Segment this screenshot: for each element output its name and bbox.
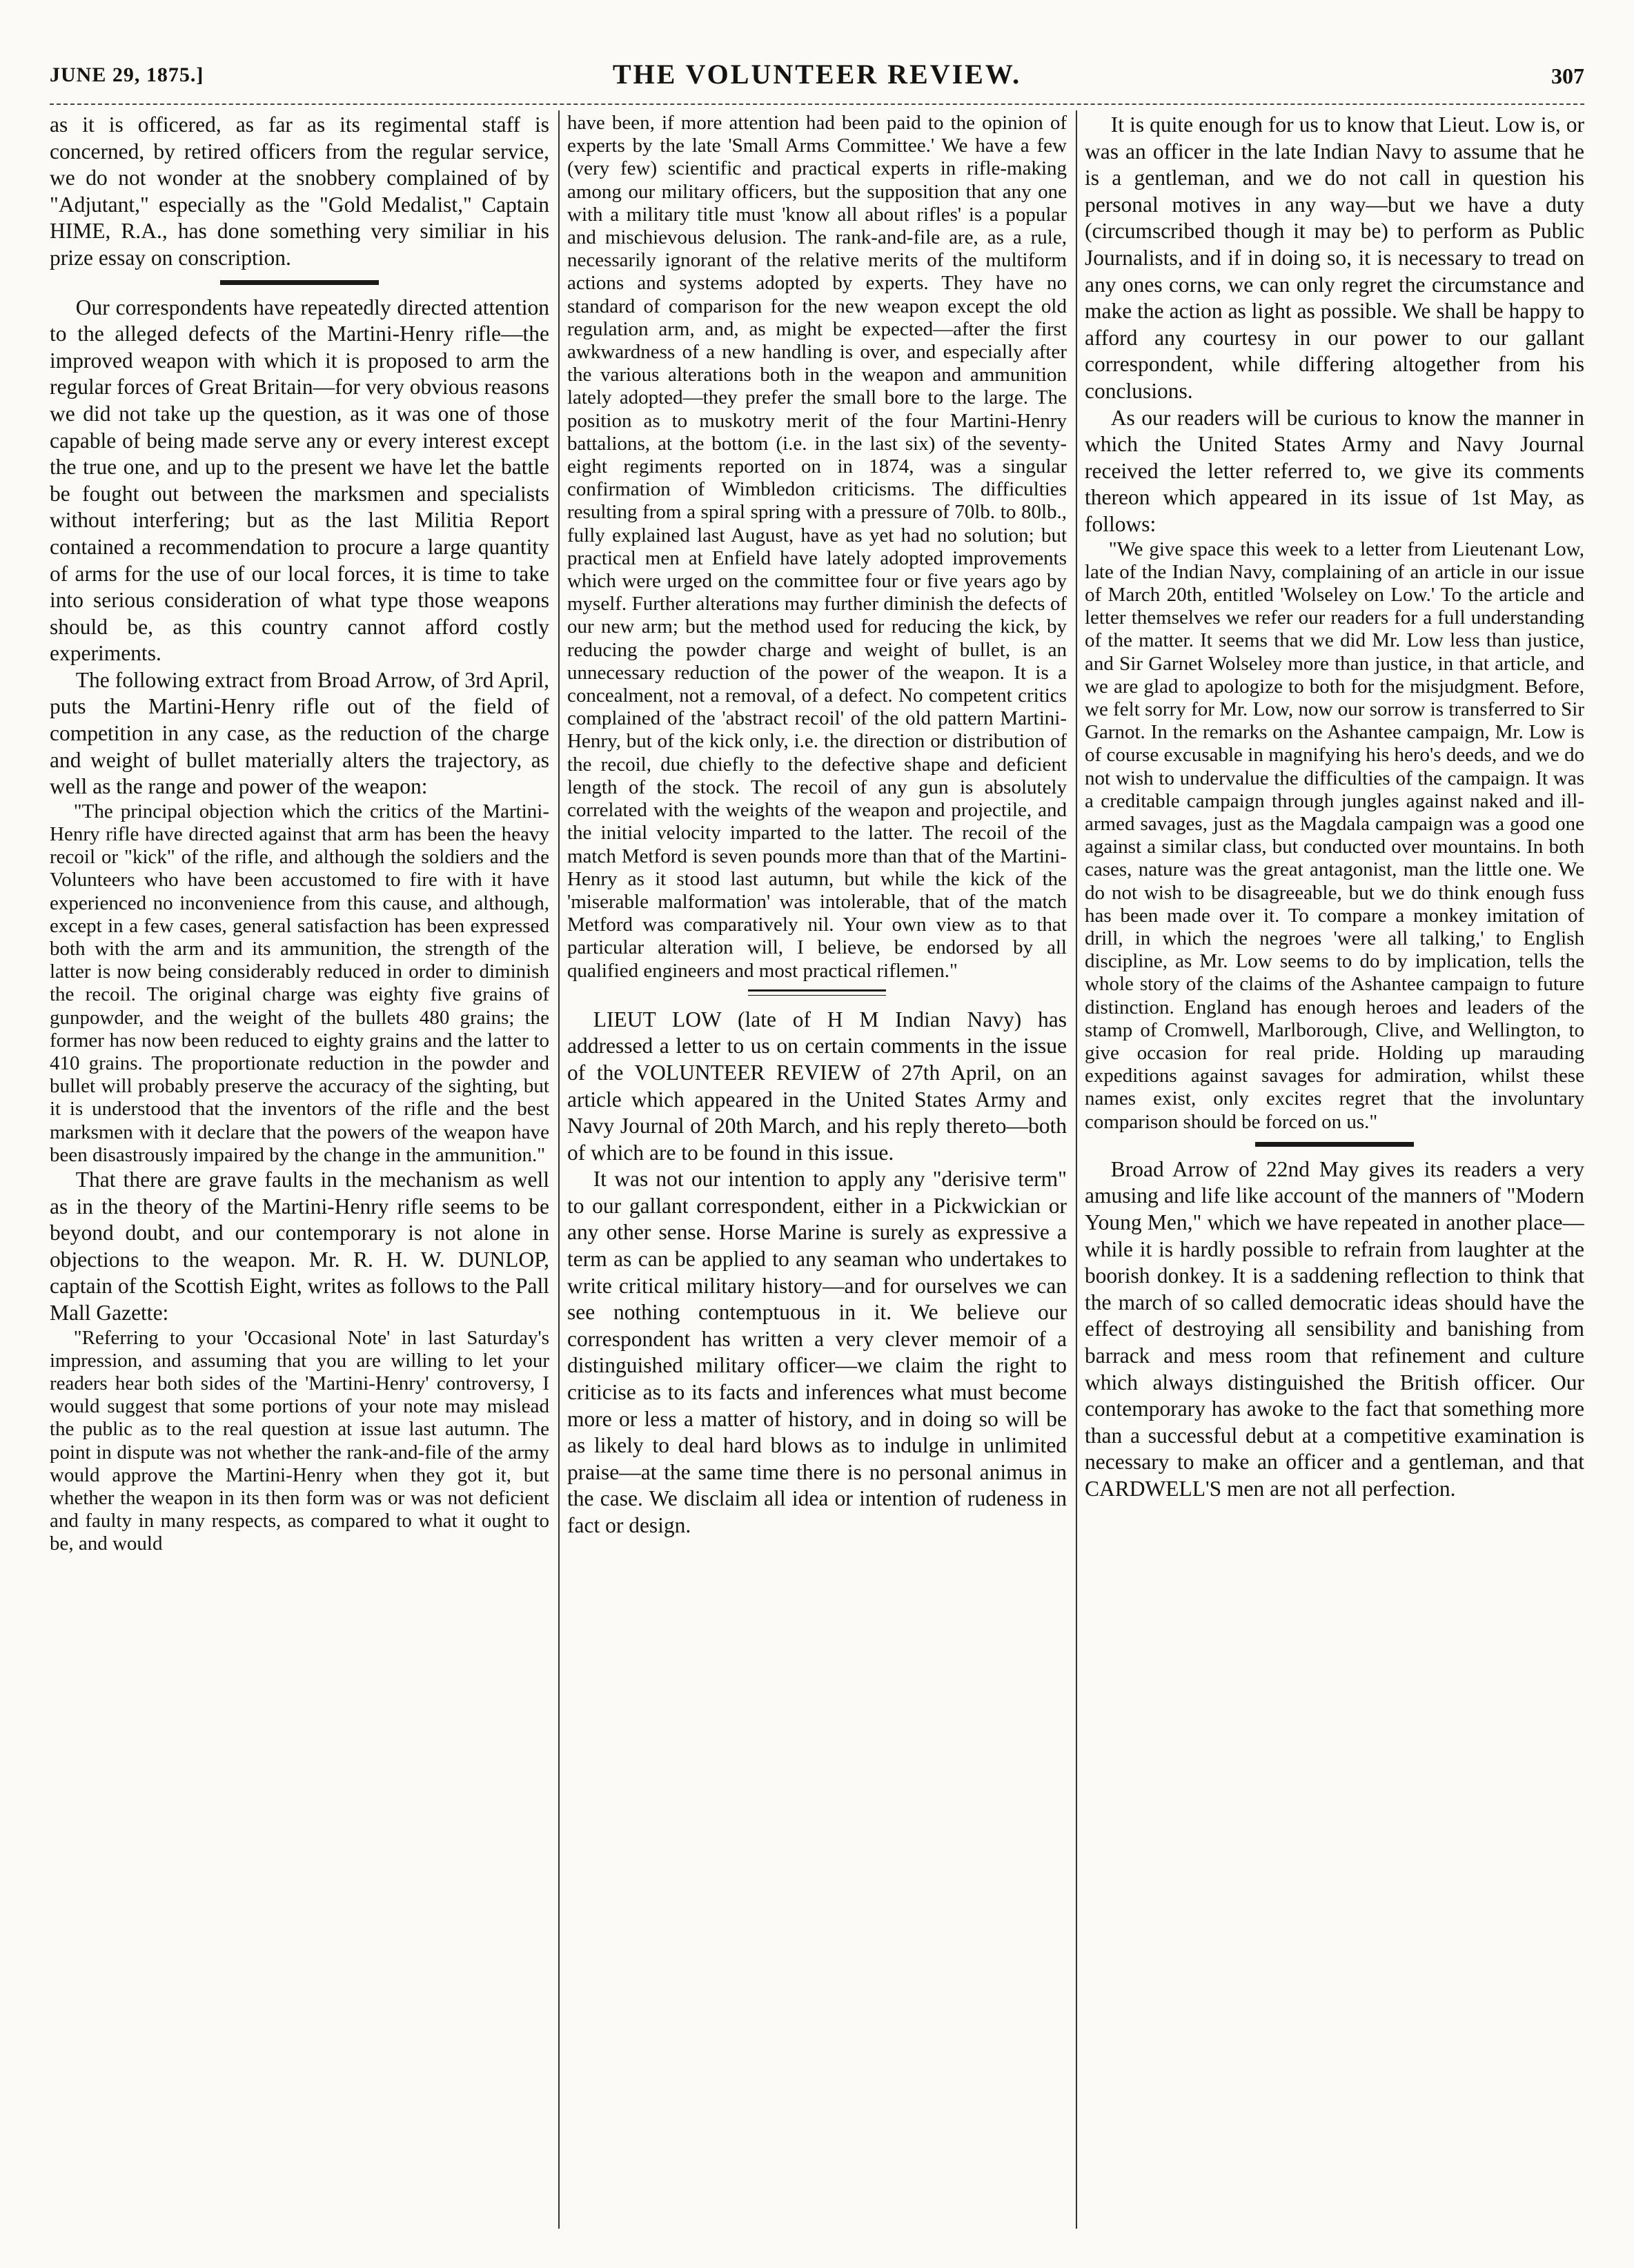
paragraph-derisive-term: It was not our intention to apply any "derisive term" to our gallant correspondent, either in a Pickwickian or any other sense. Horse Marine is surely as expressive a term as can be applied to any seaman who undertakes to write critical military history—and for ourselves we can see nothing contemptuous in it. We believe our correspondent has written a very clever memoir of a distinguished military officer—we claim the right to criticise as to its facts and inferences what must become more or less a matter of history, and in doing so will be as likely to deal hard blows as to indulge in unlimited praise—at the same time there is no personal animus in the case. We disclaim all idea or intention of rudeness in fact or design. <box>567 1167 1067 1537</box>
quote-army-navy-journal: "We give space this week to a letter from Lieutenant Low, late of the Indian Navy, complaining of an article in our issue of March 20th, entitled 'Wolseley on Low.' To the article and letter themselves we refer our readers for a full understanding of the matter. It seems that we did Mr. Low less than justice, and Sir Garnet Wolseley more than justice, in that article, and we are glad to apologize to both for the misjudgment. Before, we felt sorry for Mr. Low, now our sorrow is transferred to Sir Garnot. In the remarks on the Ashantee campaign, Mr. Low is of course excusable in magnifying his hero's deeds, and we do not wish to undervalue the difficulties of the campaign. It was a creditable campaign through jungles against naked and ill-armed savages, just as the Magdala campaign was a good one against a similar class, but conducted over mountains. In both cases, nature was the great antagonist, man the little one. We do not wish to be disagreeable, but we do think enough fuss has been made over it. To compare a monkey imitation of drill, in which the negroes 'were all talking,' to English discipline, as Mr. Low seems to do by implication, tells the whole story of the claims of the Ashantee campaign to future distinction. England has enough heroes and leaders of the stamp of Cromwell, Marlborough, Clive, and Wellington, to give occasion for real pride. Holding up marauding expeditions against savages for admiration, whilst these names exist, only excites regret that the involuntary comparison should be forced on us." <box>1085 538 1584 1133</box>
paragraph-modern-young-men: Broad Arrow of 22nd May gives its readers a very amusing and life like account of the manners of "Modern Young Men," which we have repeated in another place—while it is hardly possible to refrain from laughter at the boorish donkey. It is a saddening reflection to think that the march of so called democratic ideas should have the effect of destroying all sensibility and banishing from barrack and mess room that refinement and culture which always distinguished the British officer. Our contemporary has awoke to the fact that something more than a successful debut at a competitive examination is necessary to make an officer and a gentleman, and that CARDWELL'S men are not all perfection. <box>1085 1156 1584 1501</box>
quote-dunlop-letter-continued: have been, if more attention had been paid to the opinion of experts by the late 'Small Arms Committee.' We have a few (very few) scientific and practical experts in rifle-making among our military officers, but the supposition that any one with a military title must 'know all about rifles' is a popular and mischievous delusion. The rank-and-file are, as a rule, necessarily ignorant of the relative merits of the multiform actions and systems adopted by experts. They have no standard of comparison for the new weapon except the old regulation arm, and, as might be expected—after the first awkwardness of a new handling is over, and especially after the various alterations both in the weapon and ammunition lately adopted—they prefer the small bore to the large. The position as to muskotry merit of the four Martini-Henry battalions, at the bottom (i.e. in the last six) of the seventy-eight regiments reported on in 1874, was a singular confirmation of Wimbledon criticisms. The difficulties resulting from a spiral spring with a pressure of 70lb. to 80lb., fully explained last August, have as yet had no solution; but practical men at Enfield have lately adopted improvements which were urged on the committee four or five years ago by myself. Further alterations may further diminish the defects of our new arm; but the method used for reducing the kick, by reducing the powder charge and weight of bullet, is an unnecessary reduction of the power of the weapon. It is a concealment, not a removal, of a defect. No competent critics complained of the 'abstract recoil' of the old pattern Martini-Henry, but of the kick only, i.e. the direction or distribution of the recoil, due chiefly to the defective shape and deficient length of the stock. The recoil of any gun is absolutely correlated with the weights of the weapon and projectile, and the initial velocity imparted to the latter. The recoil of the match Metford is seven pounds more than that of the Martini-Henry as it stood last autumn, but while the kick of the 'miserable malformation' was intolerable, that of the match Metford was comparatively nil. Your own view as to that particular alteration will, I believe, be endorsed by all qualified engineers and most practical riflemen." <box>567 112 1067 982</box>
column-divider <box>558 110 560 2229</box>
article-separator <box>748 989 886 996</box>
issue-date: JUNE 29, 1875.] <box>50 63 204 86</box>
column-2 <box>567 112 1067 2223</box>
quote-dunlop-letter-start: "Referring to your 'Occasional Note' in last Saturday's impression, and assuming that you are willing to let your readers hear both sides of the 'Martini-Henry' controversy, I would suggest that some portions of your note may mislead the public as to the real question at issue last autumn. The point in dispute was not whether the rank-and-file of the army would approve the Martini-Henry when they got it, but whether the weapon in its then form was or was not deficient and faulty in many respects, as compared to what it ought to be, and would <box>50 1326 549 1555</box>
paragraph-snobbery-continued: as it is officered, as far as its regimental staff is concerned, by retired officers from the regular service, we do not wonder at the snobbery complained of by "Adjutant," especially as the "Gold Medalist," Captain HIME, R.A., has done something very similiar in his prize essay on conscription. <box>50 112 549 270</box>
paragraph-martini-henry-intro: Our correspondents have repeatedly directed attention to the alleged defects of the Martini-Henry rifle—the improved weapon with which it is proposed to arm the regular forces of Great Britain—for very obvious reasons we did not take up the question, as it was one of those capable of being made serve any or every interest except the true one, and up to the present we have let the battle be fought out between the marksmen and specialists without interfering; but as the last Militia Report contained a recommendation to procure a large quantity of arms for the use of our local forces, it is time to take into serious consideration of what type those weapons should be, as this country cannot afford costly experiments. <box>50 295 549 666</box>
masthead-title: THE VOLUNTEER REVIEW. <box>612 59 1022 90</box>
quote-broad-arrow: "The principal objection which the critics of the Martini-Henry rifle have directed against that arm has been the heavy recoil or "kick" of the rifle, and although the soldiers and the Volunteers who have been accustomed to fire with it have experienced no inconvenience from this cause, and although, except in a few cases, general satisfaction has been expressed both with the arm and its ammunition, the strength of the latter is now being considerably reduced in order to diminish the recoil. The original charge was eighty five grains of gunpowder, and the weight of the bullets 480 grains; the former has now been reduced to eighty grains and the latter to 410 grains. The proportionate reduction in the powder and bullet will probably preserve the accuracy of the sighting, but it is understood that the inventors of the rifle and the best marksmen with it declare that the powers of the weapon have been disastrously impaired by the change in the ammunition." <box>50 800 549 1166</box>
column-divider <box>1076 110 1077 2229</box>
column-1 <box>50 112 549 2223</box>
paragraph-army-navy-journal-intro: As our readers will be curious to know the manner in which the United States Army and Navy Journal received the letter referred to, we give its comments thereon which appeared in its issue of 1st May, as follows: <box>1085 405 1584 536</box>
page-number: 307 <box>1551 63 1584 88</box>
paragraph-mechanism-faults: That there are grave faults in the mechanism as well as in the theory of the Martini-Henry rifle seems to be beyond doubt, and our contemporary is not alone in objections to the weapon. Mr. R. H. W. DUNLOP, captain of the Scottish Eight, writes as follows to the Pall Mall Gazette: <box>50 1167 549 1325</box>
column-3 <box>1085 112 1584 2223</box>
header-rule <box>50 103 1584 105</box>
paragraph-lieut-low-gentleman: It is quite enough for us to know that Lieut. Low is, or was an officer in the late Indian Navy to assume that he is a gentleman, and we do not call in question his personal motives in any way—but we have a duty (circumscribed though it may be) to perform as Public Journalists, and if in doing so, it is necessary to tread on any ones corns, we can only regret the circumstance and make the action as light as possible. We shall be happy to afford any courtesy in our power to our gallant correspondent, while differing altogether from his conclusions. <box>1085 112 1584 403</box>
paragraph-lieut-low-letter: LIEUT LOW (late of H M Indian Navy) has addressed a letter to us on certain comments in the issue of the VOLUNTEER REVIEW of 27th April, on an article which appeared in the United States Army and Navy Journal of 20th March, and his reply thereto—both of which are to be found in this issue. <box>567 1007 1067 1165</box>
running-head <box>50 58 1584 97</box>
article-separator <box>1255 1142 1414 1147</box>
paragraph-broad-arrow-extract: The following extract from Broad Arrow, of 3rd April, puts the Martini-Henry rifle out of the field of competition in any case, as the reduction of the charge and weight of bullet materially alters the trajectory, as well as the range and power of the weapon: <box>50 667 549 799</box>
article-separator <box>220 280 379 285</box>
